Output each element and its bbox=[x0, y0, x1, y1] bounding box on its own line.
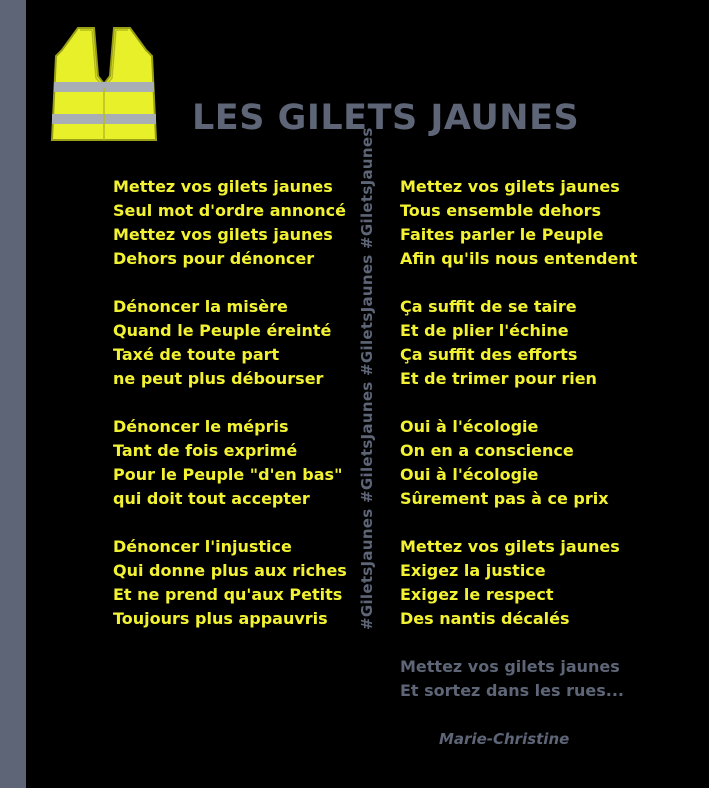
side-strip bbox=[0, 0, 26, 788]
poem-line: Faites parler le Peuple bbox=[400, 225, 604, 244]
poem-line: Toujours plus appauvris bbox=[113, 609, 328, 628]
poem-line: Et de trimer pour rien bbox=[400, 369, 597, 388]
poem-line: Tous ensemble dehors bbox=[400, 201, 602, 220]
safety-vest-icon bbox=[46, 24, 162, 146]
stanza bbox=[400, 175, 637, 271]
poem-line: Et ne prend qu'aux Petits bbox=[113, 585, 343, 604]
poem-line: Dénoncer le mépris bbox=[113, 417, 289, 436]
author-signature: Marie-Christine bbox=[439, 730, 570, 748]
closing-stanza bbox=[400, 655, 637, 703]
poem-line: Oui à l'écologie bbox=[400, 417, 539, 436]
closing-line: Et sortez dans les rues... bbox=[400, 681, 624, 700]
stanza bbox=[400, 415, 637, 511]
poem-line: Oui à l'écologie bbox=[400, 465, 539, 484]
stanza bbox=[400, 295, 637, 391]
poem-line: Pour le Peuple "d'en bas" bbox=[113, 465, 343, 484]
poem-line: Dénoncer la misère bbox=[113, 297, 288, 316]
poem-line: Dehors pour dénoncer bbox=[113, 249, 315, 268]
poem-line: Taxé de toute part bbox=[113, 345, 280, 364]
closing-line: Mettez vos gilets jaunes bbox=[400, 657, 620, 676]
poem-line: Ça suffit des efforts bbox=[400, 345, 578, 364]
poem-line: Mettez vos gilets jaunes bbox=[113, 225, 333, 244]
hashtag-vertical: #GiletsJaunes #GiletsJaunes #GiletsJaunes #GiletsJaunes bbox=[358, 127, 376, 630]
stanza bbox=[400, 535, 637, 631]
poem-line: qui doit tout accepter bbox=[113, 489, 310, 508]
poem-line: Sûrement pas à ce prix bbox=[400, 489, 609, 508]
stanza bbox=[113, 535, 347, 631]
poem-line: Mettez vos gilets jaunes bbox=[400, 177, 620, 196]
poem-line: Quand le Peuple éreinté bbox=[113, 321, 332, 340]
right-column bbox=[400, 175, 637, 727]
poem-line: Qui donne plus aux riches bbox=[113, 561, 347, 580]
poem-line: Dénoncer l'injustice bbox=[113, 537, 292, 556]
poem-line: Tant de fois exprimé bbox=[113, 441, 298, 460]
poem-line: Exigez la justice bbox=[400, 561, 546, 580]
poem-line: Ça suffit de se taire bbox=[400, 297, 577, 316]
poem-line: On en a conscience bbox=[400, 441, 574, 460]
poem-line: Afin qu'ils nous entendent bbox=[400, 249, 638, 268]
page-title: LES GILETS JAUNES bbox=[192, 98, 580, 138]
stanza bbox=[113, 175, 347, 271]
poem-line: Seul mot d'ordre annoncé bbox=[113, 201, 346, 220]
poem-line: Exigez le respect bbox=[400, 585, 554, 604]
poem-line: Des nantis décalés bbox=[400, 609, 570, 628]
poem-line: ne peut plus débourser bbox=[113, 369, 324, 388]
stanza bbox=[113, 295, 347, 391]
poem-line: Mettez vos gilets jaunes bbox=[400, 537, 620, 556]
stanza bbox=[113, 415, 347, 511]
left-column bbox=[113, 175, 347, 655]
poem-line: Et de plier l'échine bbox=[400, 321, 569, 340]
poem-line: Mettez vos gilets jaunes bbox=[113, 177, 333, 196]
